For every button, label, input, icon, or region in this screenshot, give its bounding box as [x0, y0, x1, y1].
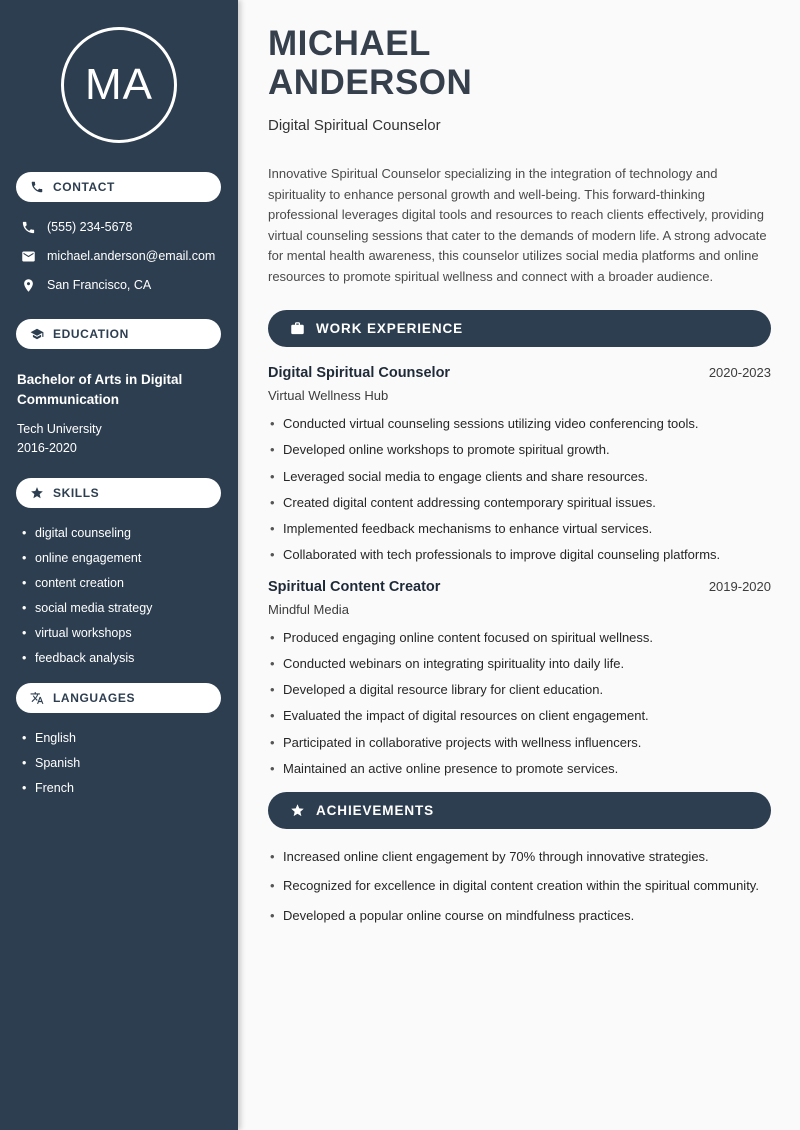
sidebar [0, 0, 238, 1130]
achievements-heading-label: ACHIEVEMENTS [316, 803, 435, 819]
job-bullet-list [268, 416, 771, 564]
person-name [268, 25, 771, 102]
work-experience-heading-label: WORK EXPERIENCE [316, 321, 464, 337]
achievements-list [268, 829, 771, 924]
skills-heading-label: SKILLS [53, 486, 100, 501]
skill-item: • content creation [22, 577, 221, 590]
briefcase-icon [290, 321, 305, 336]
skill-item: • feedback analysis [22, 652, 221, 665]
skill-item: • digital counseling [22, 527, 221, 540]
education-heading-label: EDUCATION [53, 327, 129, 341]
education-entry [0, 364, 238, 458]
avatar-initials: MA [85, 60, 153, 109]
contact-email-row [0, 247, 238, 265]
job-bullet: • Conducted webinars on integrating spirituality into daily life. [268, 656, 771, 672]
job-bullet: • Evaluated the impact of digital resources on client engagement. [268, 708, 771, 724]
education-years: 2016-2020 [17, 440, 77, 455]
job-bullet: • Conducted virtual counseling sessions utilizing video conferencing tools. [268, 416, 771, 432]
email-icon [21, 249, 36, 264]
job-bullet: • Participated in collaborative projects with wellness influencers. [268, 735, 771, 751]
person-title: Digital Spiritual Counselor [268, 117, 441, 134]
skill-item: • virtual workshops [22, 627, 221, 640]
avatar [61, 27, 177, 143]
skill-item: • social media strategy [22, 602, 221, 615]
star-icon [290, 803, 305, 818]
skill-item: • online engagement [22, 552, 221, 565]
star-icon [30, 486, 44, 500]
language-item: • Spanish [22, 757, 221, 770]
job-company: Mindful Media [268, 601, 349, 617]
job-title: Digital Spiritual Counselor [268, 365, 451, 382]
translate-icon [30, 691, 44, 705]
job-bullet: • Collaborated with tech professionals to improve digital counseling platforms. [268, 547, 771, 563]
contact-heading-label: CONTACT [53, 180, 115, 194]
job-dates: 2019-2020 [708, 578, 771, 594]
job-bullet: • Maintained an active online presence to promote services. [268, 761, 771, 777]
skills-section-header [16, 478, 221, 508]
job-bullet: • Developed a digital resource library for client education. [268, 682, 771, 698]
job-bullet: • Implemented feedback mechanisms to enhance virtual services. [268, 521, 771, 537]
main-content [238, 0, 800, 1130]
language-item: • English [22, 732, 221, 745]
job-bullet: • Created digital content addressing contemporary spiritual issues. [268, 495, 771, 511]
location-pin-icon [21, 278, 36, 293]
job-bullet-list [268, 630, 771, 778]
skills-list [0, 523, 238, 665]
job-entry [268, 365, 771, 564]
contact-location-row [0, 276, 238, 294]
phone-icon [21, 220, 36, 235]
achievement-bullet: • Increased online client engagement by 70% through innovative strategies. [268, 849, 771, 865]
work-experience-section-header [268, 310, 771, 347]
phone-icon [30, 180, 44, 194]
jobs-container [268, 347, 771, 777]
languages-heading-label: LANGUAGES [53, 691, 136, 706]
achievement-bullet: • Developed a popular online course on mindfulness practices. [268, 908, 771, 924]
job-entry [268, 579, 771, 778]
contact-section-header [16, 172, 221, 202]
profile-summary: Innovative Spiritual Counselor specializing in the integration of technology and spirituality to enhance personal growth and well-being. This forward-thinking professional leverages digital tools and resources to reach clients effectively, providing virtual counseling sessions that cater to the demands of modern life. A strong advocate for mental health awareness, this counselor utilizes social media platforms and online resources to promote spiritual wellness and connect with a broader audience. [268, 166, 767, 284]
job-header [268, 579, 771, 595]
job-title: Spiritual Content Creator [268, 578, 441, 595]
email-value: michael.anderson@email.com [47, 249, 216, 263]
job-bullet: • Leveraged social media to engage clients and share resources. [268, 469, 771, 485]
phone-value: (555) 234-5678 [47, 220, 133, 234]
job-bullet: • Developed online workshops to promote spiritual growth. [268, 442, 771, 458]
job-company: Virtual Wellness Hub [268, 388, 389, 404]
languages-section-header [16, 683, 221, 713]
contact-list [0, 218, 238, 294]
job-bullet: • Produced engaging online content focused on spiritual wellness. [268, 630, 771, 646]
language-item: • French [22, 782, 221, 795]
location-value: San Francisco, CA [47, 278, 152, 292]
first-name: MICHAEL [268, 24, 431, 63]
job-header [268, 365, 771, 381]
education-section-header [16, 319, 221, 349]
contact-phone-row [0, 218, 238, 236]
achievement-bullet: • Recognized for excellence in digital content creation within the spiritual community. [268, 878, 771, 894]
languages-list [0, 728, 238, 795]
graduation-cap-icon [30, 327, 44, 341]
last-name: ANDERSON [268, 62, 473, 102]
school: Tech University [17, 421, 102, 436]
job-dates: 2020-2023 [708, 365, 771, 381]
degree: Bachelor of Arts in Digital Communication [17, 372, 183, 408]
achievements-section-header [268, 792, 771, 829]
